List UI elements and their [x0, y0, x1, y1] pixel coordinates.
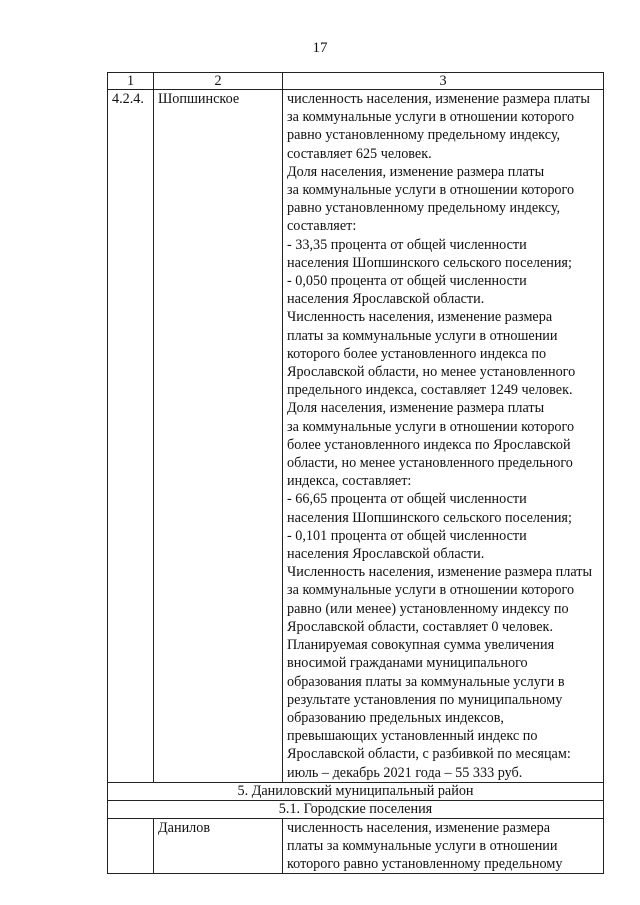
text-line: за коммунальные услуги в отношении которого [287, 418, 575, 435]
text-line: области, но менее установленного предельного [287, 455, 573, 472]
text-line: - 0,050 процента от общей численности [287, 273, 527, 290]
page-number: 17 [312, 40, 328, 56]
text-line: индекса, составляет: [287, 473, 412, 490]
text-line: платы за коммунальные услуги в отношении [287, 837, 558, 854]
text-line: населения Ярославской области. [287, 291, 485, 308]
text-line: которого более установленного индекса по [287, 345, 547, 362]
description-text [287, 90, 599, 782]
row-number: 4.2.4. [108, 90, 154, 783]
text-line: Ярославской области, но менее установленного [287, 364, 576, 381]
section-row [108, 800, 604, 818]
row-number [108, 818, 154, 874]
text-line: за коммунальные услуги в отношении которого [287, 582, 575, 599]
text-line: предельного индекса, составляет 1249 человек. [287, 382, 573, 399]
subsection-heading: 5.1. Городские поселения [108, 800, 604, 818]
text-line: - 66,65 процента от общей численности [287, 491, 527, 508]
district-heading: 5. Даниловский муниципальный район [108, 782, 604, 800]
text-line: вносимой гражданами муниципального [287, 655, 528, 672]
text-line: образования платы за коммунальные услуги в [287, 673, 565, 690]
settlement-name: Данилов [154, 818, 283, 874]
table-row [108, 90, 604, 783]
text-line: результате установления по муниципальному [287, 691, 563, 708]
text-line: составляет 625 человек. [287, 145, 432, 162]
text-line: населения Ярославской области. [287, 546, 485, 563]
text-line: которого равно установленному предельному [287, 856, 563, 873]
text-line: численность населения, изменение размера [287, 819, 551, 836]
text-line: - 0,101 процента от общей численности [287, 527, 527, 544]
text-line: платы за коммунальные услуги в отношении [287, 327, 558, 344]
settlement-name: Шопшинское [154, 90, 283, 783]
text-line: равно установленному предельному индексу, [287, 127, 561, 144]
text-line: равно (или менее) установленному индексу по [287, 600, 569, 617]
text-line: - 33,35 процента от общей численности [287, 236, 527, 253]
text-line: населения Шопшинского сельского поселения; [287, 254, 572, 271]
table-header-row [108, 73, 604, 90]
header-col-3: 3 [283, 73, 604, 90]
text-line: за коммунальные услуги в отношении которого [287, 109, 575, 126]
text-line: населения Шопшинского сельского поселения; [287, 509, 572, 526]
description-cell [283, 818, 604, 874]
text-line: Численность населения, изменение размера платы [287, 564, 593, 581]
text-line: составляет: [287, 218, 357, 235]
text-line: Планируемая совокупная сумма увеличения [287, 637, 555, 654]
description-text [287, 819, 599, 874]
description-cell [283, 90, 604, 783]
text-line: Доля населения, изменение размера платы [287, 400, 545, 417]
text-line: Ярославской области, с разбивкой по месяцам: [287, 746, 571, 763]
data-table [107, 72, 603, 874]
section-row [108, 782, 604, 800]
table-row [108, 818, 604, 874]
text-line: Численность населения, изменение размера [287, 309, 553, 326]
text-line: образованию предельных индексов, [287, 709, 504, 726]
text-line: Доля населения, изменение размера платы [287, 163, 545, 180]
text-line: превышающих установленный индекс по [287, 728, 538, 745]
header-col-1: 1 [108, 73, 154, 90]
text-line: июль – декабрь 2021 года – 55 333 руб. [287, 764, 523, 781]
text-line: за коммунальные услуги в отношении которого [287, 182, 575, 199]
text-line: равно установленному предельному индексу, [287, 200, 561, 217]
header-col-2: 2 [154, 73, 283, 90]
text-line: Ярославской области, составляет 0 человек. [287, 618, 553, 635]
text-line: численность населения, изменение размера платы [287, 91, 590, 107]
text-line: более установленного индекса по Ярославской [287, 436, 571, 453]
